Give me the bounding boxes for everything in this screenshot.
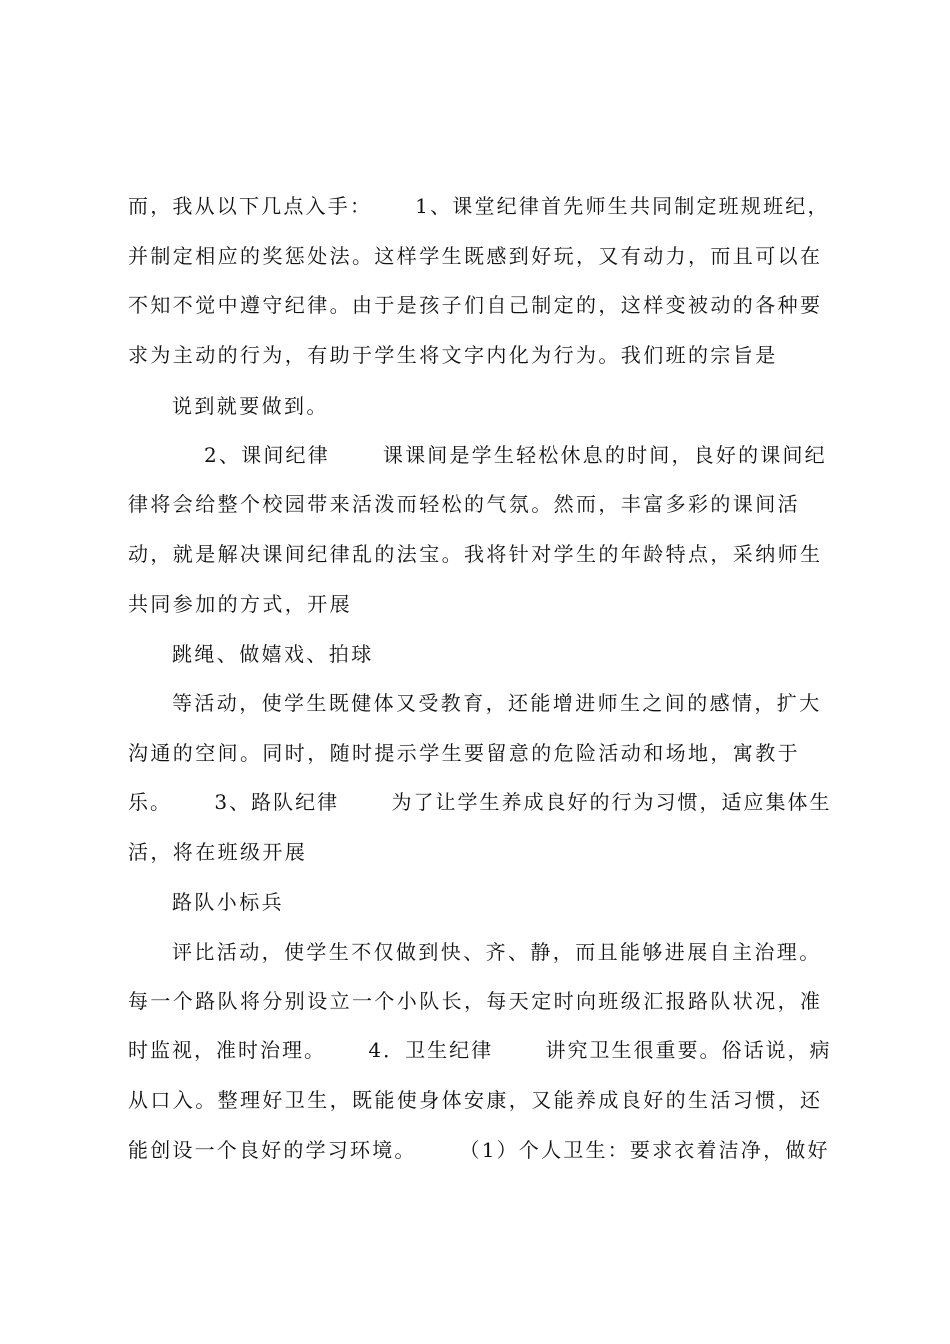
text-line: 路队小标兵 [172, 890, 284, 914]
text-line: 2、课间纪律 课课间是学生轻松休息的时间，良好的课间纪 [204, 443, 827, 467]
text-line: 并制定相应的奖惩处法。这样学生既感到好玩，又有动力，而且可以在 [128, 244, 823, 268]
text-line: 等活动，使学生既健体又受教育，还能增进师生之间的感情，扩大 [172, 691, 822, 715]
text-line: 沟通的空间。同时，随时提示学生要留意的危险活动和场地，寓教于 [128, 741, 800, 765]
text-line: 跳绳、做嬉戏、拍球 [172, 642, 374, 666]
text-line: 动，就是解决课间纪律乱的法宝。我将针对学生的年龄特点，采纳师生 [128, 542, 823, 566]
text-line: 律将会给整个校园带来活泼而轻松的气氛。然而，丰富多彩的课间活 [128, 492, 800, 516]
text-line: 评比活动，使学生不仅做到快、齐、静，而且能够进展自主治理。 [172, 940, 822, 964]
text-line: 从口入。整理好卫生，既能使身体安康，又能养成良好的生活习惯，还 [128, 1088, 823, 1112]
text-line: 而，我从以下几点入手： 1、课堂纪律首先师生共同制定班规班纪， [128, 194, 830, 218]
text-line: 活，将在班级开展 [128, 840, 308, 864]
text-line: 不知不觉中遵守纪律。由于是孩子们自己制定的，这样变被动的各种要 [128, 293, 823, 317]
text-line: 能创设一个良好的学习环境。 （1）个人卫生：要求衣着洁净，做好 [128, 1138, 830, 1162]
text-line: 求为主动的行为，有助于学生将文字内化为行为。我们班的宗旨是 [128, 343, 778, 367]
text-line: 每一个路队将分别设立一个小队长，每天定时向班级汇报路队状况，准 [128, 989, 823, 1013]
text-line: 说到就要做到。 [172, 394, 329, 418]
text-line: 共同参加的方式，开展 [128, 592, 352, 616]
text-line: 时监视，准时治理。 4．卫生纪律 讲究卫生很重要。俗话说，病 [128, 1038, 832, 1062]
text-line: 乐。 3、路队纪律 为了让学生养成良好的行为习惯，适应集体生 [128, 790, 832, 814]
